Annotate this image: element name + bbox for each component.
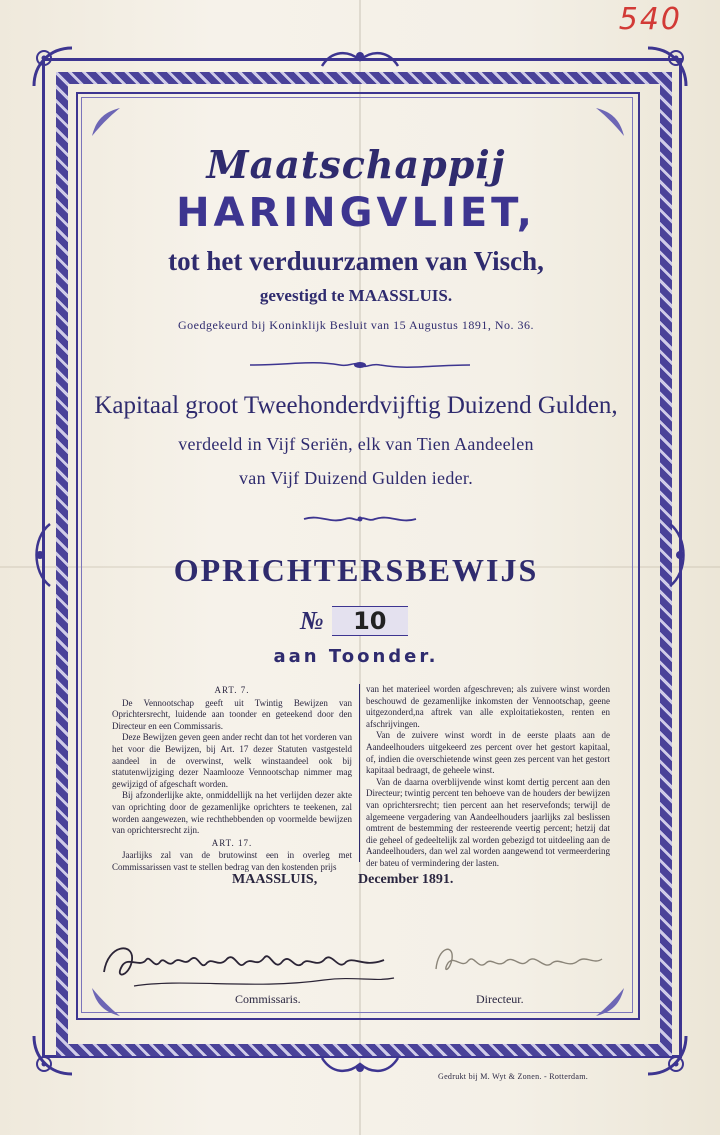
left-scroll-ornament-icon xyxy=(28,520,56,590)
capital-statement: Kapitaal groot Tweehonderdvijftig Duizend Gulden, xyxy=(94,392,618,419)
statutes-left-column xyxy=(112,684,352,874)
right-scroll-ornament-icon xyxy=(664,520,692,590)
certificate-number-row xyxy=(300,604,408,638)
corner-ornament-icon xyxy=(644,1032,690,1078)
commissaris-signature xyxy=(94,920,414,1000)
share-value-statement: van Vijf Duizend Gulden ieder. xyxy=(238,468,474,488)
royal-approval: Goedgekeurd bij Koninklijk Besluit van 15 Augustus 1891, No. 36. xyxy=(178,318,534,332)
handwritten-number: 540 xyxy=(618,2,682,37)
directeur-label: Directeur. xyxy=(476,992,524,1006)
number-sign: № xyxy=(300,606,324,635)
statute-paragraph: Bij afzonderlijke akte, onmiddellijk na het verlijden dezer akte van oprichting door de gezamenlijke oprichters te teekenen, zal worden aangewezen, wie rechthebbenden op voormelde bewijzen van oprichtersrecht zijn. xyxy=(112,790,352,836)
divider-ornament-icon xyxy=(250,358,470,372)
top-scroll-ornament-icon xyxy=(318,46,402,72)
issue-place: MAASSLUIS, xyxy=(232,872,318,887)
statute-paragraph: Deze Bewijzen geven geen ander recht dan tot het vorderen van het voor die Bewijzen, bij Art. 17 dezer Statuten vastgesteld aandeel in de overwinst, welk winstaandeel ook bij statutenwijziging dezer Naamlooze Vennootschap nimmer mag gewijzigd of afgeschaft worden. xyxy=(112,732,352,789)
certificate-title: OPRICHTERSBEWIJS xyxy=(173,552,539,588)
company-name: HARINGVLIET, xyxy=(176,190,536,236)
leaf-ornament-icon xyxy=(88,104,124,140)
statute-paragraph: Van de zuivere winst wordt in de eerste plaats aan de Aandeelhouders uitgekeerd zes percent over het gestort kapitaal, of, indien die overschietende winst geen zes percent van het gestort kapitaal bedraagt, de geheele winst. xyxy=(366,730,610,776)
leaf-ornament-icon xyxy=(592,104,628,140)
company-purpose: tot het verduurzamen van Visch, xyxy=(168,246,544,276)
directeur-signature xyxy=(428,935,608,985)
printer-imprint: Gedrukt bij M. Wyt & Zonen. - Rotterdam. xyxy=(438,1072,589,1081)
corner-ornament-icon xyxy=(644,44,690,90)
bottom-scroll-ornament-icon xyxy=(318,1052,402,1078)
column-divider xyxy=(359,684,360,862)
series-statement: verdeeld in Vijf Seriën, elk van Tien Aandeelen xyxy=(178,434,534,454)
company-line: Maatschappij xyxy=(206,142,506,187)
issue-date: December 1891. xyxy=(358,872,454,887)
article-heading: ART. 7. xyxy=(214,685,250,695)
statute-paragraph: van het materieel worden afgeschreven; als zuivere winst worden beschouwd de gezamenlijke inkomsten der Vennootschap, geene uitgezonderd,na aftrek van alle exploitatiekosten, renten en afschrijvingen. xyxy=(366,684,610,729)
bearer-line: aan Toonder. xyxy=(273,646,439,667)
divider-ornament-icon xyxy=(300,512,420,526)
article-heading: ART. 17. xyxy=(211,837,253,848)
statute-paragraph: Jaarlijks zal van de brutowinst een in overleg met Commissarissen vast te stellen bedrag van den kostenden prijs xyxy=(112,850,352,872)
statute-paragraph: Van de daarna overblijvende winst komt dertig percent aan den Directeur; twintig percent ten behoeve van de houders der bewijzen van oprichtersrecht; tien percent aan het reservefonds; terwijl de algemeene vergadering van Aandeelhouders jaarlijks zal beslissen omtrent de bestemming der resteerende veertig percent; hetzij dat die geheel of gedeeltelijk zal worden gebezigd tot uitdeeling aan de Aandeelhouders, dan wel zal worden aangewend tot vermeerdering der bateu of vermindering der lasten. xyxy=(366,776,610,868)
commissaris-label: Commissaris. xyxy=(235,992,301,1006)
leaf-ornament-icon xyxy=(592,984,628,1020)
certificate-number: 10 xyxy=(332,606,408,636)
corner-ornament-icon xyxy=(30,1032,76,1078)
statute-paragraph: De Vennootschap geeft uit Twintig Bewijzen van Oprichtersrecht, luidende aan toonder en geteekend door den Directeur en een Commissaris. xyxy=(112,697,352,731)
statutes-right-column xyxy=(366,684,610,870)
company-seat: gevestigd te MAASSLUIS. xyxy=(259,286,453,305)
corner-ornament-icon xyxy=(30,44,76,90)
